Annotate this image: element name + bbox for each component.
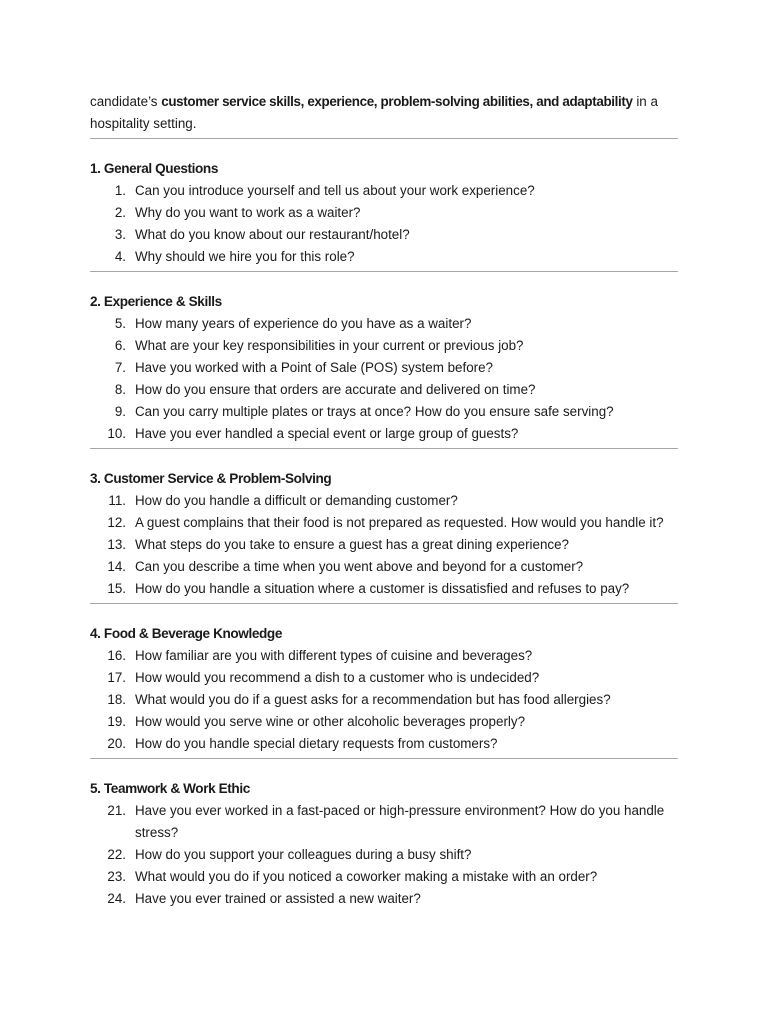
question-item xyxy=(90,667,678,689)
question-item xyxy=(90,556,678,578)
question-item xyxy=(90,534,678,556)
question-text: How do you support your colleagues during a busy shift? xyxy=(135,847,472,862)
question-text: How would you recommend a dish to a customer who is undecided? xyxy=(135,670,540,685)
question-text: How do you ensure that orders are accurate and delivered on time? xyxy=(135,382,536,397)
question-text: Why should we hire you for this role? xyxy=(135,249,355,264)
question-text: Why do you want to work as a waiter? xyxy=(135,205,361,220)
section-divider xyxy=(90,271,678,272)
question-text: How do you handle a difficult or demanding customer? xyxy=(135,493,458,508)
question-text: What do you know about our restaurant/hotel? xyxy=(135,227,410,242)
section-divider xyxy=(90,448,678,449)
question-number: 24. xyxy=(107,891,126,906)
question-text: Have you ever worked in a fast-paced or high-pressure environment? How do you handle stress? xyxy=(135,803,665,840)
section-title: 5. Teamwork & Work Ethic xyxy=(90,781,250,796)
question-number: 6. xyxy=(114,338,126,353)
section-title: 3. Customer Service & Problem-Solving xyxy=(90,471,332,486)
question-list xyxy=(90,800,678,910)
question-item xyxy=(90,888,678,910)
section-title: 2. Experience & Skills xyxy=(90,294,222,309)
section-food-beverage xyxy=(90,623,678,759)
question-number: 14. xyxy=(107,559,126,574)
question-text: Can you introduce yourself and tell us about your work experience? xyxy=(135,183,535,198)
question-number: 20. xyxy=(107,736,126,751)
question-text: How do you handle special dietary requests from customers? xyxy=(135,736,498,751)
question-item xyxy=(90,335,678,357)
question-number: 2. xyxy=(114,205,126,220)
question-item xyxy=(90,180,678,202)
intro-prefix: candidate’s xyxy=(90,94,162,109)
question-number: 8. xyxy=(114,382,126,397)
question-text: How many years of experience do you have as a waiter? xyxy=(135,316,472,331)
question-number: 3. xyxy=(114,227,126,242)
question-text: What would you do if you noticed a coworker making a mistake with an order? xyxy=(135,869,598,884)
question-item xyxy=(90,313,678,335)
question-item xyxy=(90,512,678,534)
question-item xyxy=(90,645,678,667)
question-item xyxy=(90,379,678,401)
question-number: 1. xyxy=(114,183,126,198)
question-number: 16. xyxy=(107,648,126,663)
section-title: 1. General Questions xyxy=(90,161,218,176)
question-item xyxy=(90,733,678,755)
document-body xyxy=(90,91,678,910)
section-title: 4. Food & Beverage Knowledge xyxy=(90,626,282,641)
question-text: How familiar are you with different types of cuisine and beverages? xyxy=(135,648,533,663)
question-number: 11. xyxy=(108,493,126,508)
question-item xyxy=(90,800,678,844)
question-text: Have you ever handled a special event or large group of guests? xyxy=(135,426,519,441)
question-number: 15. xyxy=(107,581,126,596)
section-experience-skills xyxy=(90,291,678,449)
question-item xyxy=(90,844,678,866)
question-text: Can you describe a time when you went above and beyond for a customer? xyxy=(135,559,584,574)
question-list xyxy=(90,313,678,445)
question-text: Have you worked with a Point of Sale (POS) system before? xyxy=(135,360,493,375)
question-number: 19. xyxy=(107,714,126,729)
intro-paragraph xyxy=(90,91,678,135)
question-text: How do you handle a situation where a customer is dissatisfied and refuses to pay? xyxy=(135,581,630,596)
section-divider xyxy=(90,603,678,604)
question-text: What steps do you take to ensure a guest has a great dining experience? xyxy=(135,537,569,552)
question-text: How would you serve wine or other alcoholic beverages properly? xyxy=(135,714,526,729)
section-customer-service xyxy=(90,468,678,604)
question-number: 13. xyxy=(107,537,126,552)
question-text: Have you ever trained or assisted a new waiter? xyxy=(135,891,421,906)
question-text: Can you carry multiple plates or trays at once? How do you ensure safe serving? xyxy=(135,404,614,419)
section-divider xyxy=(90,138,678,139)
question-item xyxy=(90,578,678,600)
question-item xyxy=(90,246,678,268)
question-text: What would you do if a guest asks for a recommendation but has food allergies? xyxy=(135,692,611,707)
section-divider xyxy=(90,758,678,759)
question-item xyxy=(90,866,678,888)
question-number: 5. xyxy=(114,316,126,331)
section-teamwork xyxy=(90,778,678,910)
question-number: 10. xyxy=(107,426,126,441)
question-number: 22. xyxy=(107,847,126,862)
section-general-questions xyxy=(90,158,678,272)
question-item xyxy=(90,224,678,246)
question-list xyxy=(90,645,678,755)
intro-suffix: in a hospitality setting. xyxy=(90,94,658,131)
question-number: 21. xyxy=(107,803,126,818)
question-number: 4. xyxy=(114,249,126,264)
question-item xyxy=(90,423,678,445)
question-text: A guest complains that their food is not prepared as requested. How would you handle it? xyxy=(135,515,664,530)
question-list xyxy=(90,180,678,268)
question-text: What are your key responsibilities in your current or previous job? xyxy=(135,338,524,353)
question-number: 18. xyxy=(107,692,126,707)
question-item xyxy=(90,711,678,733)
question-item xyxy=(90,490,678,512)
question-item xyxy=(90,401,678,423)
question-item xyxy=(90,357,678,379)
question-number: 9. xyxy=(114,404,126,419)
question-number: 23. xyxy=(107,869,126,884)
question-number: 7. xyxy=(114,360,126,375)
question-item xyxy=(90,202,678,224)
intro-emphasis: customer service skills, experience, problem-solving abilities, and adaptability xyxy=(161,94,633,109)
question-number: 12. xyxy=(107,515,126,530)
question-list xyxy=(90,490,678,600)
question-number: 17. xyxy=(107,670,126,685)
question-item xyxy=(90,689,678,711)
